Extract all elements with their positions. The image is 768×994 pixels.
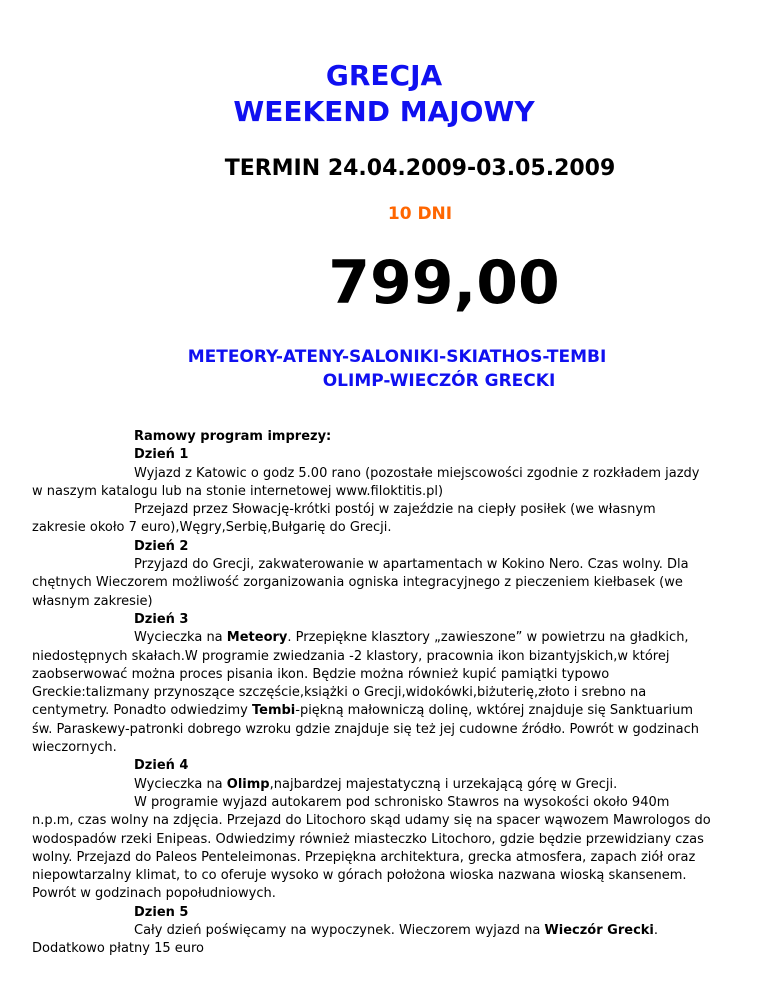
day-2-title: Dzień 2 bbox=[134, 538, 189, 554]
day-5-text-b: . Dodatkowo płatny 15 euro bbox=[32, 923, 659, 957]
day-3-meteory: Meteory bbox=[226, 630, 288, 646]
day-3-text-c: -piękną małowniczą dolinę, wktórej znajduje się Sanktuarium św. Paraskewy-patronki dobrego wzroku gdzie znajduje się też jej cudowne źródło. Powrót w godzinach wieczornych. bbox=[32, 703, 699, 756]
day-1-paragraph-1: Wyjazd z Katowic o godz 5.00 rano (pozostałe miejscowości zgodnie z rozkładem jazdy w naszym katalogu lub na stonie internetowej www.filoktitis.pl) bbox=[32, 465, 700, 499]
day-1-paragraph-2: Przejazd przez Słowację-krótki postój w zajeździe na ciepły posiłek (we własnym zakresie około 7 euro),Węgry,Serbię,Bułgarię do Grecji. bbox=[32, 502, 656, 536]
day-4-paragraph-1 bbox=[32, 776, 713, 794]
day-5-title: Dzien 5 bbox=[134, 904, 189, 920]
title-subtitle: WEEKEND MAJOWY bbox=[233, 95, 535, 128]
day-2-paragraph-1: Przyjazd do Grecji, zakwaterowanie w apartamentach w Kokino Nero. Czas wolny. Dla chętnych Wieczorem możliwość zorganizowania ogniska integracyjnego z pieczeniem kiełbasek (we własnym zakresie) bbox=[32, 557, 689, 609]
program-heading: Ramowy program imprezy: bbox=[134, 429, 332, 444]
trip-price: 799,00 bbox=[328, 248, 560, 318]
day-5-greek-evening: Wieczór Grecki bbox=[544, 923, 654, 939]
route-line-2: OLIMP-WIECZÓR GRECKI bbox=[322, 371, 556, 391]
day-4-paragraph-2: W programie wyjazd autokarem pod schronisko Stawros na wysokości około 940m n.p.m, czas wolny na zdjęcia. Przejazd do Litochoro skąd udamy się na spacer wąwozem Mawrologos do wodospadów rzeki Enipeas. Odwiedzimy również miasteczko Litochoro, gdzie będzie przewidziany czas wolny. Przejazd do Paleos Penteleimonas. Przepiękna architektura, grecka atmosfera, zapach ziół oraz niepowtarzalny klimat, to co oferuje wysoko w górach położona wioska nazwana wioską skansenem. Powrót w godzinach popołudniowych. bbox=[32, 794, 711, 902]
day-4-text-a: Wycieczka na bbox=[134, 776, 227, 792]
trip-dates: TERMIN 24.04.2009-03.05.2009 bbox=[224, 156, 616, 181]
day-5-paragraph bbox=[32, 922, 713, 959]
trip-duration: 10 DNI bbox=[387, 204, 453, 224]
day-3-text-b: . Przepiękne klasztory „zawieszone” w powietrzu na gładkich, niedostępnych skałach.W programie zwiedzania -2 klastory, pracownia ikon bizantyjskich,w której zaobserwować można proces pisania ikon. Będzie można również kupić pamiątki typowo Greckie:talizmany przynoszące szczęście,książki o Grecji,widokówki,biżuterię,złoto i srebno na centymetry. Ponadto odwiedzimy bbox=[32, 630, 689, 719]
day-5-text-a: Cały dzień poświęcamy na wypoczynek. Wieczorem wyjazd na bbox=[134, 923, 545, 939]
title-country: GRECJA bbox=[325, 59, 443, 92]
day-3-title: Dzień 3 bbox=[134, 611, 189, 627]
route-line-1: METEORY-ATENY-SALONIKI-SKIATHOS-TEMBI bbox=[187, 347, 607, 367]
day-4-title: Dzień 4 bbox=[134, 758, 189, 774]
day-4-olimp: Olimp bbox=[226, 776, 270, 792]
program-section bbox=[32, 428, 713, 959]
day-1-title: Dzień 1 bbox=[134, 447, 189, 463]
route-heading bbox=[0, 345, 768, 393]
day-4-text-b: ,najbardzej majestatyczną i urzekającą górę w Grecji. bbox=[269, 776, 618, 792]
day-3-paragraph bbox=[32, 629, 713, 757]
day-3-tembi: Tembi bbox=[251, 703, 296, 719]
day-3-text-a: Wycieczka na bbox=[134, 630, 227, 646]
